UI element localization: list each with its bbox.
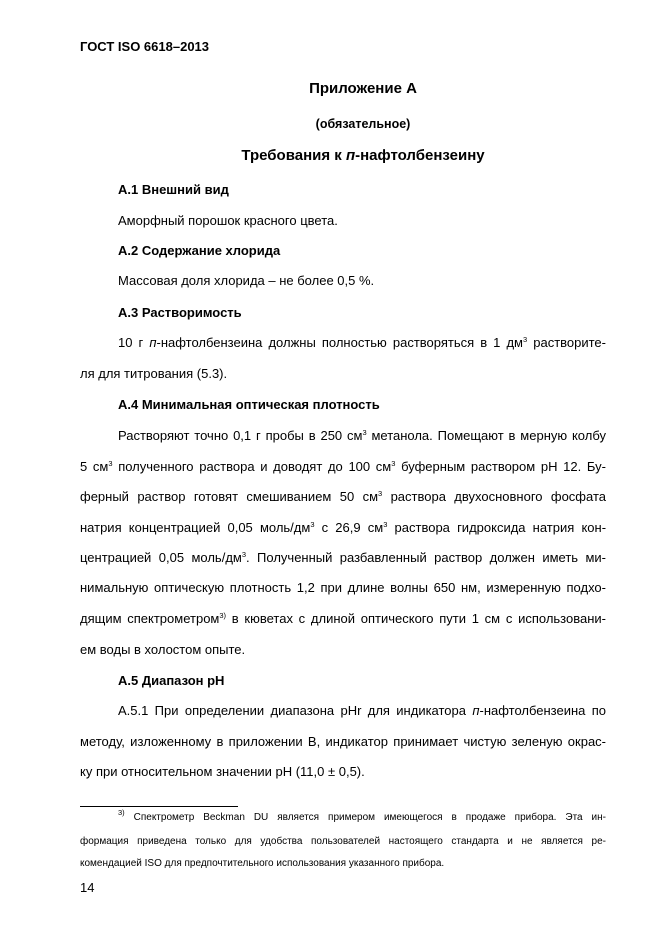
section-a3-line-1: 10 г п-нафтолбензеина должны полностью растворяться в 1 $дм^3$ растворите- xyxy=(118,335,606,350)
section-a1-heading: А.1 Внешний вид xyxy=(118,182,229,197)
section-a4-line-1: Растворяют точно 0,1 г пробы в 250 $см^3$ метанола. Помещают в мерную колбу xyxy=(118,428,606,443)
footnote-line-3: комендацией ISO для предпочтительного использования указанного прибора. xyxy=(80,858,445,869)
section-a5-line-3: ку при относительном значении pH (11,0 ± 0,5). xyxy=(80,764,365,779)
appendix-heading: Требования к п-нафтолбензеину xyxy=(241,147,485,164)
appendix-title: Приложение А xyxy=(309,80,417,97)
section-a2-text: Массовая доля хлорида – не более 0,5 %. xyxy=(118,273,375,288)
section-a5-line-2: методу, изложенному в приложении В, индикатор принимает чистую зеленую окрас- xyxy=(80,734,606,749)
section-a3-line-2: ля для титрования (5.3). xyxy=(80,366,228,381)
section-a4-line-7: дящим спектрометром$^{3)}$ в кюветах с длиной оптического пути 1 см с использовани- xyxy=(80,611,606,626)
document-header-id: ГОСТ ISO 6618–2013 xyxy=(80,39,210,54)
section-a3-heading: А.3 Растворимость xyxy=(118,305,242,320)
page-number: 14 xyxy=(80,880,95,895)
section-a5-heading: А.5 Диапазон pH xyxy=(118,673,225,688)
appendix-status: (обязательное) xyxy=(315,117,411,131)
footnote-line-2: формация приведена только для удобства пользователей настоящего стандарта и не является ре- xyxy=(80,836,606,847)
footnote-line-1: $^{3)}$ Спектрометр Beckman DU является примером имеющегося в продаже прибора. Эта ин- xyxy=(118,808,606,823)
section-a4-line-5: центрацией 0,05 моль/$дм^3$. Полученный разбавленный раствор должен иметь ми- xyxy=(80,550,606,565)
section-a1-text: Аморфный порошок красного цвета. xyxy=(118,213,338,228)
section-a5-line-1: А.5.1 При определении диапазона pHr для индикатора п-нафтолбензеина по xyxy=(118,703,606,718)
section-a4-line-6: нимальную оптическую плотность 1,2 при длине волны 650 нм, измеренную подхо- xyxy=(80,580,606,595)
section-a4-line-3: ферный раствор готовят смешиванием 50 $см^3$ раствора двухосновного фосфата xyxy=(80,489,606,504)
section-a4-heading: А.4 Минимальная оптическая плотность xyxy=(118,397,380,412)
section-a4-line-4: натрия концентрацией 0,05 моль/$дм^3$ с 26,9 $см^3$ раствора гидроксида натрия кон- xyxy=(80,520,607,535)
section-a2-heading: А.2 Содержание хлорида xyxy=(118,243,281,258)
section-a4-line-8: ем воды в холостом опыте. xyxy=(80,642,246,657)
section-a4-line-2: 5 $см^3$ полученного раствора и доводят до 100 $см^3$ буферным раствором pH 12. Бу- xyxy=(80,459,606,474)
footnote-divider xyxy=(80,806,238,807)
